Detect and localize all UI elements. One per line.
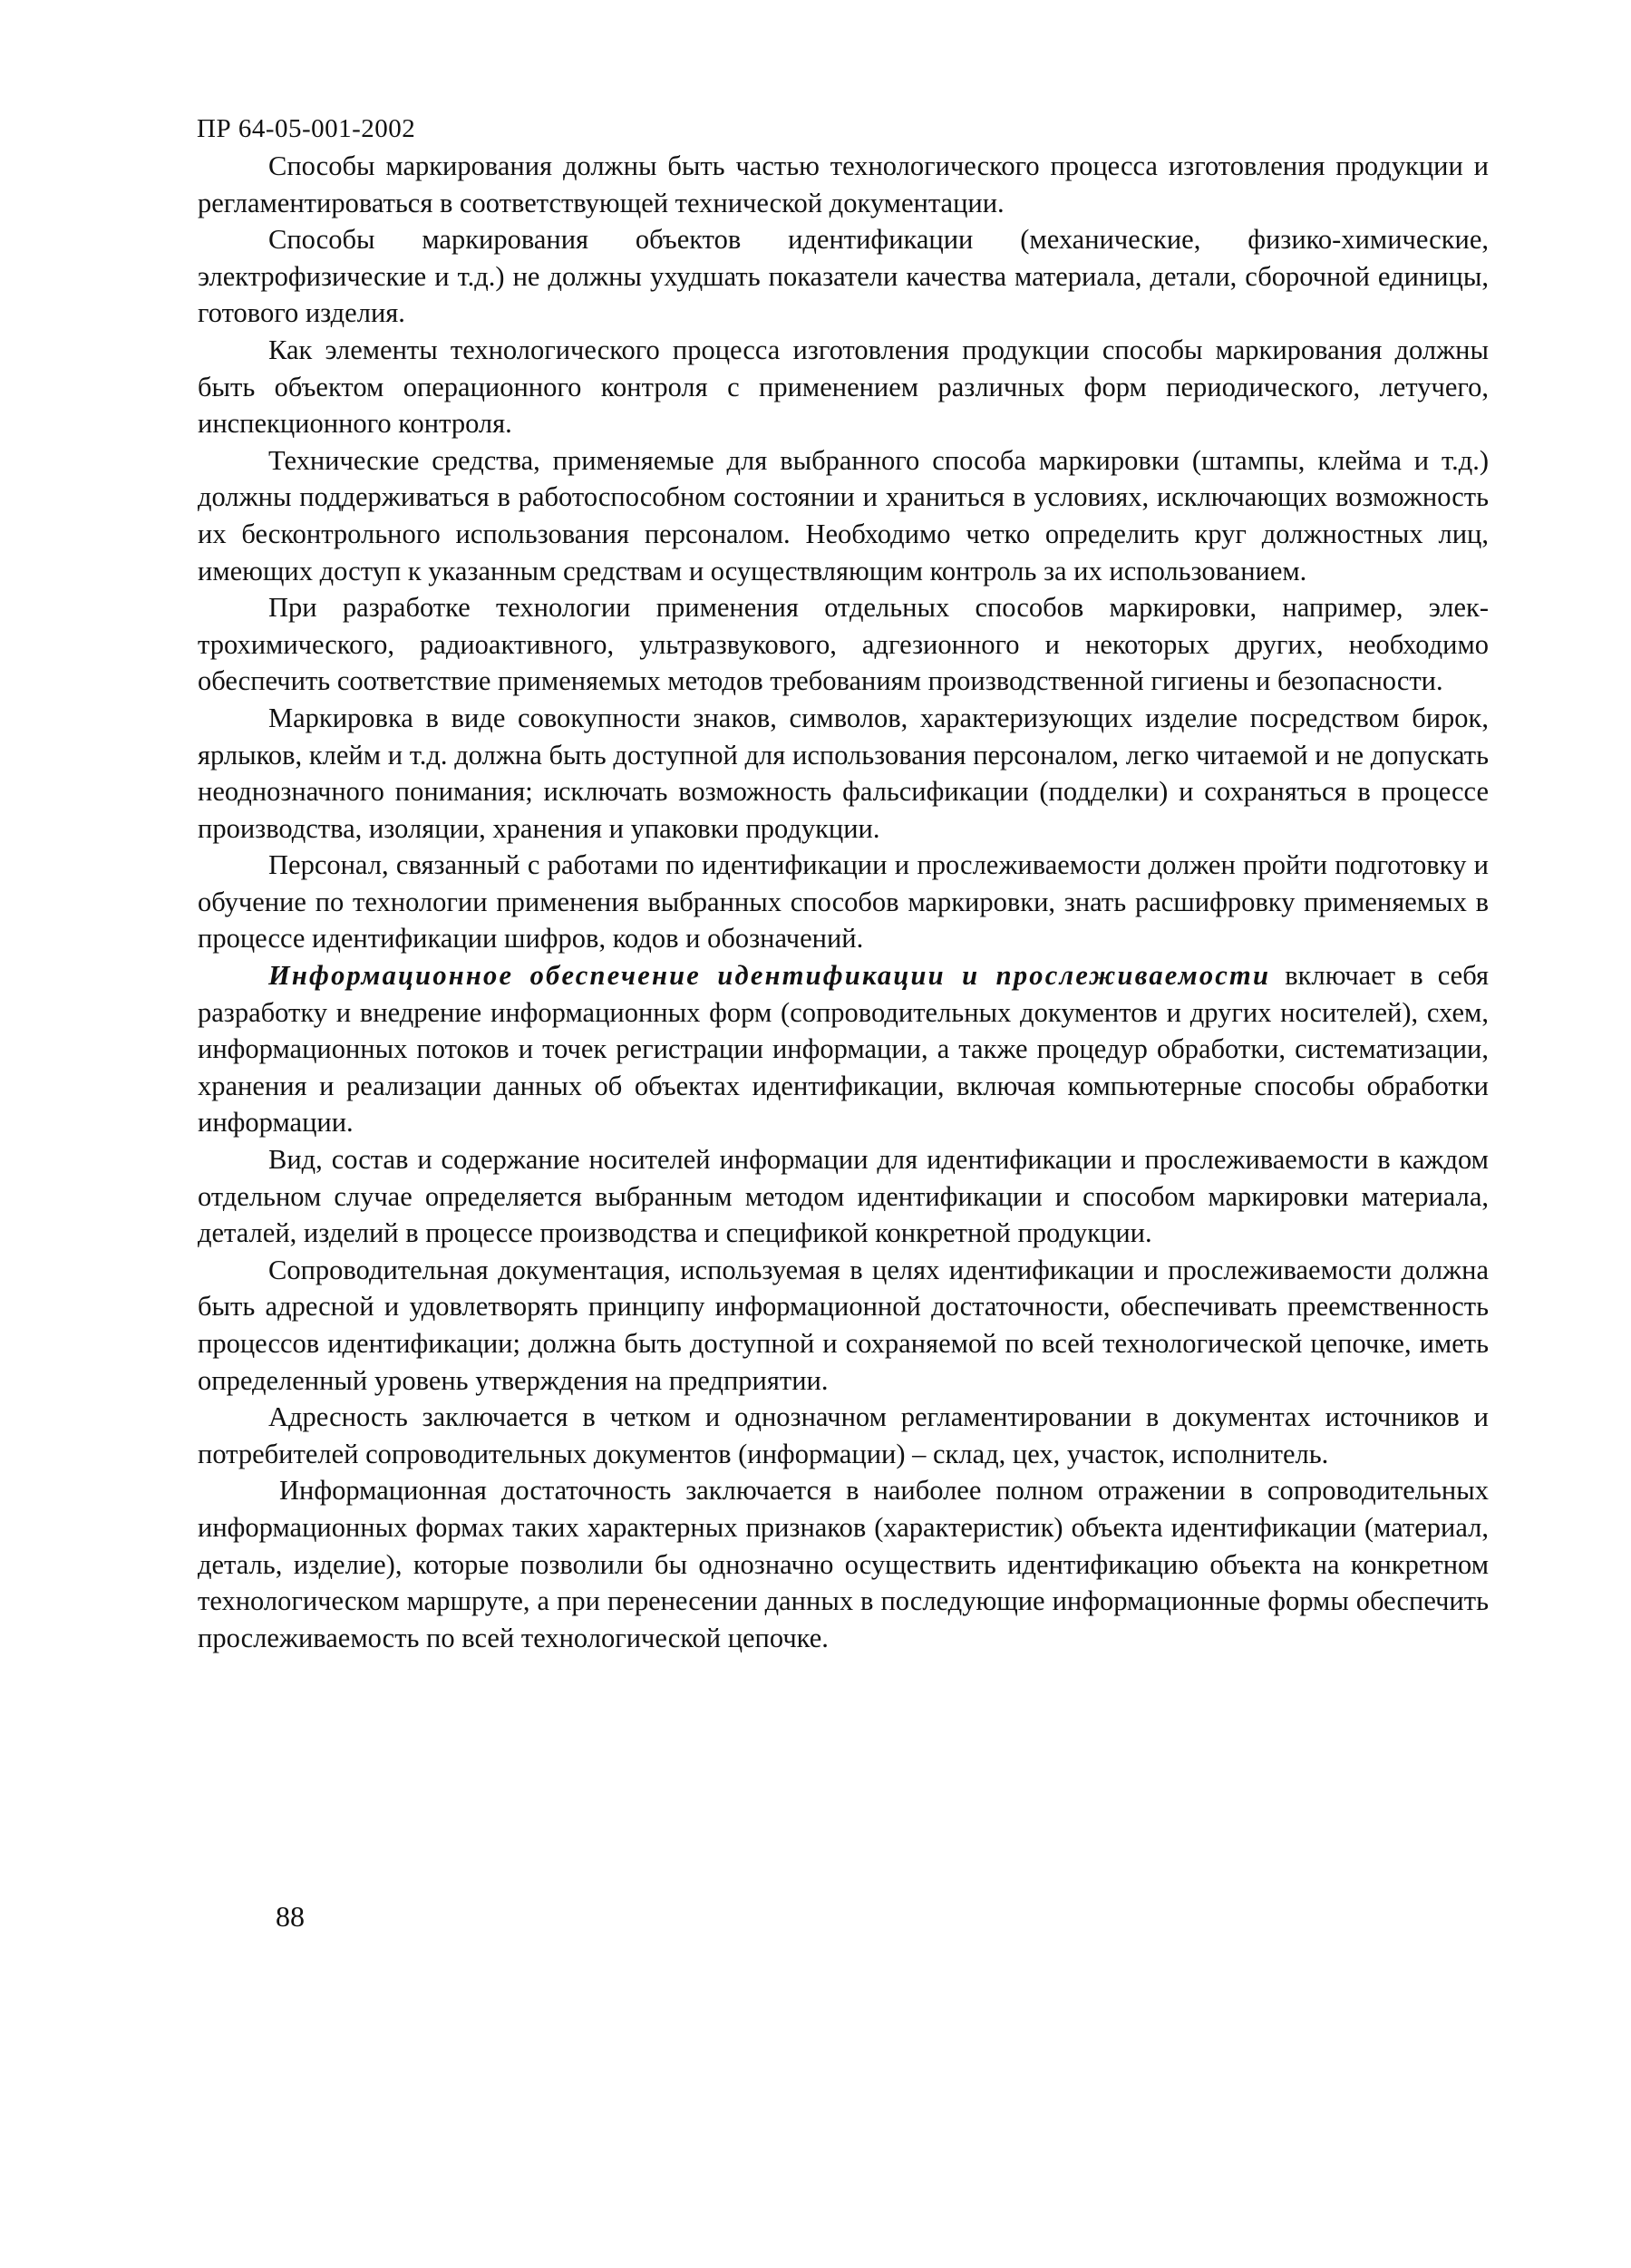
- paragraph-personnel: Персонал, связанный с работами по идентификации и прослеживаемости должен пройти подготовку и обучение по технологии применения выбранных способов маркировки, знать расшифровку применяемых в процессе идентификации шифров, кодов и обозначений.: [198, 849, 1489, 955]
- section-heading: Информационное обеспечение идентификации и прослеживаемости: [268, 960, 1271, 992]
- page-number: 88: [276, 1900, 305, 1933]
- paragraph-addressability: Адресность заключается в четком и однозначном регламентировании в документах источников и потребителей сопроводительных документов (информации) – склад, цех, участок, исполнитель.: [198, 1401, 1489, 1469]
- paragraph-accompanying-docs: Сопроводительная документация, используемая в целях идентификации и прослеживаемости должна быть адресной и удовлетворять принципу информационной достаточности, обеспечивать преемственность процессов идентификации; должна быть доступной и сохраняемой по всей технологической цепочке, иметь определенный уровень утверждения на предприятии.: [198, 1254, 1489, 1396]
- paragraph-technology-safety: При разработке технологии применения отдельных способов маркировки, например, электрохимического, радиоактивного, ультразвукового, адгезионного и некоторых других, необходимо обеспечить соответствие применяемых методов требованиям производственной гигиены и безопасности.: [198, 592, 1489, 697]
- paragraph-marking-quality: Способы маркирования объектов идентификации (механические, физико-химические, электрофизические и т.д.) не должны ухудшать показатели качества материала, детали, сборочной единицы, готового изделия.: [198, 224, 1489, 329]
- body-text: [198, 148, 1489, 1656]
- document-code-header: ПР 64-05-001-2002: [197, 114, 416, 143]
- paragraph-marking-methods: Способы маркирования должны быть частью технологического процесса изготовления продукции и регламентироваться в соответствующей технической документации.: [198, 150, 1489, 218]
- paragraph-operational-control: Как элементы технологического процесса изготовления продукции способы маркирования должны быть объектом операционного контроля с применением различных форм периодического, летучего, инспекционного контроля.: [198, 334, 1489, 440]
- paragraph-technical-means: Технические средства, применяемые для выбранного способа маркировки (штампы, клейма и т.д.) должны поддерживаться в работоспособном состоянии и храниться в условиях, исключающих возможность их бесконтрольного использования персоналом. Необходимо четко определить круг должностных лиц, имеющих доступ к указанным средствам и осуществляющим контроль за их использованием.: [198, 444, 1489, 586]
- paragraph-information-sufficiency: Информационная достаточность заключается в наиболее полном отражении в сопроводительных информационных формах таких характерных признаков (характеристик) объекта идентификации (материал, деталь, изделие), которые позволили бы однозначно осуществить идентификацию объекта на конкретном технологическом маршруте, а при перенесении данных в последующие информационные формы обеспечить прослеживаемость по всей технологической цепочке.: [198, 1475, 1489, 1653]
- section-information-support: [198, 957, 1489, 1141]
- paragraph-carrier-content: Вид, состав и содержание носителей информации для идентификации и прослеживаемости в каждом отдельном случае определяется выбранным методом идентификации и способом маркировки материала, деталей, изделий в процессе производства и спецификой конкретной продукции.: [198, 1144, 1489, 1249]
- paragraph-marking-signs: Маркировка в виде совокупности знаков, символов, характеризующих изделие посредством бирок, ярлыков, клейм и т.д. должна быть доступной для использования персоналом, легко читаемой и не допускать неоднозначного понимания; исключать возможность фальсификации (подделки) и сохраняться в процессе производства, изоляции, хранения и упаковки продукции.: [198, 702, 1489, 844]
- section-heading-continuation: включает в себя разработку и внедрение информационных форм (сопроводительных документов и других носителей), схем, информационных потоков и точек регистрации информации, а также процедур обработки, систематизации, хранения и реализации данных об объектах идентификации, включая компьютерные способы обработки информации.: [198, 960, 1489, 1139]
